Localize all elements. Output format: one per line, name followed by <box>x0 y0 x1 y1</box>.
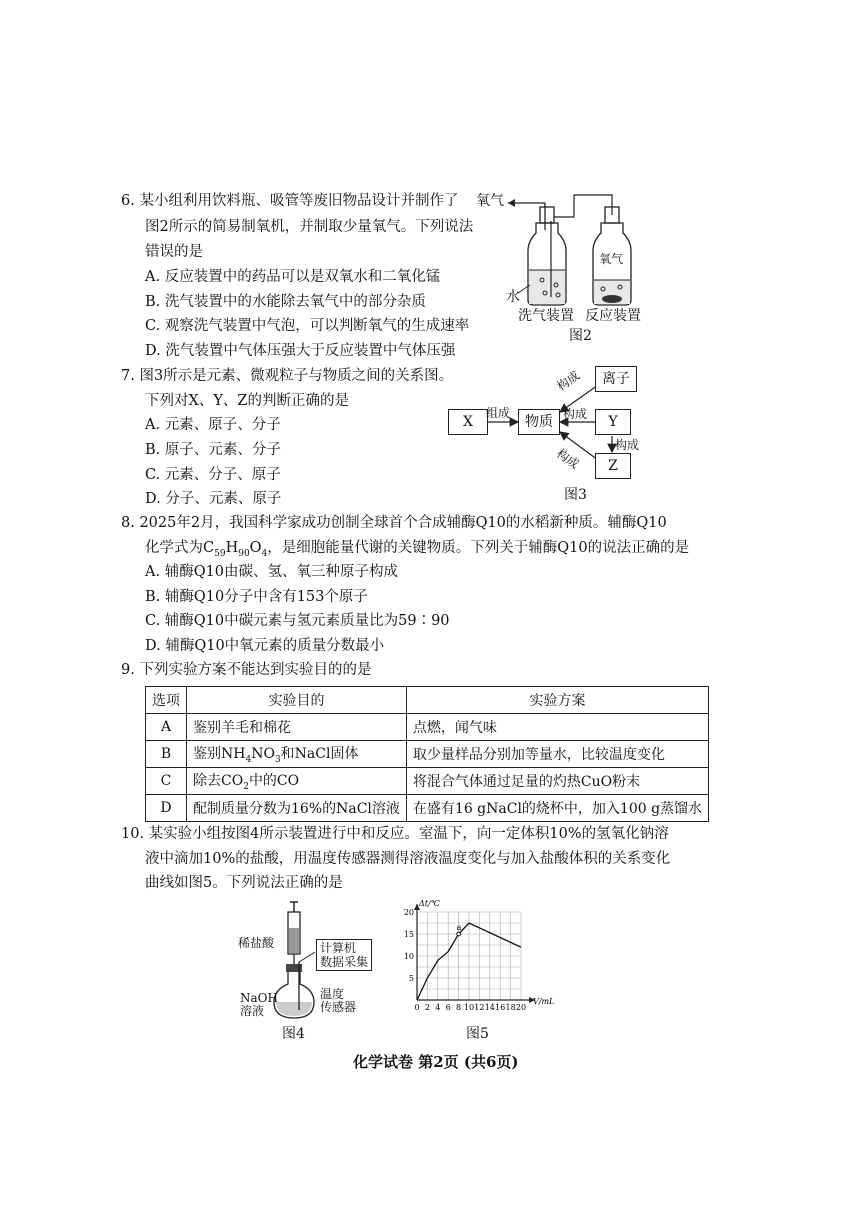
x-tick-label: 2 <box>424 1003 430 1012</box>
y-tick-label: 10 <box>403 952 414 961</box>
q9-table <box>145 686 709 822</box>
q9-row-b-opt: B <box>146 741 187 768</box>
fig2-caption: 图2 <box>569 328 592 344</box>
x-tick-label: 14 <box>484 1003 495 1012</box>
data-point-a <box>457 932 461 936</box>
x-tick-label: 16 <box>495 1003 506 1012</box>
q9-row-c-opt: C <box>146 768 187 795</box>
q9-header-goal: 实验目的 <box>187 687 407 714</box>
q9-line: 9. 下列实验方案不能达到实验目的的是 <box>121 662 372 678</box>
x-tick-label: 18 <box>505 1003 516 1012</box>
table-row <box>146 768 709 795</box>
annotation-a: a <box>456 923 462 932</box>
q6-line-2: 图2所示的简易制氧机，并制取少量氧气。下列说法 <box>145 219 474 235</box>
fig4-caption: 图4 <box>282 1026 305 1042</box>
fig4-computer-box <box>316 939 372 971</box>
fig2-wash-label: 洗气装置 <box>518 308 574 324</box>
q7-line-1: 7. 图3所示是元素、微观粒子与物质之间的关系图。 <box>121 368 454 384</box>
q9-row-b-plan: 取少量样品分别加等量水，比较温度变化 <box>406 741 708 768</box>
q7-line-2: 下列对X、Y、Z的判断正确的是 <box>145 393 349 409</box>
fig2-react-label: 反应装置 <box>585 308 641 324</box>
q9-row-a-opt: A <box>146 714 187 741</box>
q8-line-1: 8. 2025年2月，我国科学家成功创制全球首个合成辅酶Q10的水稻新种质。辅酶Q10 <box>121 515 667 531</box>
q9-row-b-goal: 鉴别$NH_4NO_3$和NaCl固体 <box>187 741 407 768</box>
q10-line-1: 10. 某实验小组按图4所示装置进行中和反应。室温下，向一定体积10%的氢氧化钠溶 <box>121 826 669 842</box>
x-tick-label: 4 <box>435 1003 441 1012</box>
q7-option-c: C. 元素、分子、原子 <box>145 467 281 483</box>
y-tick-label: 20 <box>403 908 414 917</box>
table-row <box>146 795 709 822</box>
q8-option-b: B. 辅酶Q10分子中含有153个原子 <box>145 589 368 605</box>
y-tick-label: 15 <box>403 930 414 939</box>
fig4-computer-label-2: 数据采集 <box>320 955 369 969</box>
q6-option-c: C. 观察洗气装置中气泡，可以判断氧气的生成速率 <box>145 318 470 334</box>
fig5-caption: 图5 <box>466 1026 489 1042</box>
y-tick-label: 5 <box>408 974 414 983</box>
q8-option-c: C. 辅酶Q10中碳元素与氢元素质量比为59∶90 <box>145 613 450 629</box>
fig4-sensor-label-1: 温度 <box>320 987 345 1001</box>
q8-option-d: D. 辅酶Q10中氧元素的质量分数最小 <box>145 638 385 654</box>
fig4-computer-label-1: 计算机 <box>320 941 357 955</box>
q10-line-2: 液中滴加10%的盐酸，用温度传感器测得溶液温度变化与加入盐酸体积的关系变化 <box>145 851 671 867</box>
x-tick-label: 6 <box>445 1003 451 1012</box>
fig2-oxygen-out-label: 氧气 <box>476 193 504 209</box>
fig3-box-x: X <box>448 409 488 435</box>
fig4-sensor-label <box>320 988 356 1014</box>
fig3-label-construct-z: 构成 <box>553 446 582 472</box>
q8-option-a: A. 辅酶Q10由碳、氢、氧三种原子构成 <box>145 564 399 580</box>
x-tick-label: 12 <box>474 1003 485 1012</box>
q6-option-a: A. 反应装置中的药品可以是双氧水和二氧化锰 <box>145 269 441 285</box>
fig2-oxygen-in-label: 氧气 <box>599 252 624 266</box>
x-tick-label: 0 <box>414 1003 420 1012</box>
x-tick-label: 8 <box>456 1003 462 1012</box>
q7-option-a: A. 元素、原子、分子 <box>145 417 281 433</box>
fig2-water-label: 水 <box>506 289 520 305</box>
temperature-volume-chart <box>395 895 565 1020</box>
q9-row-a-goal: 鉴别羊毛和棉花 <box>187 714 407 741</box>
fig3-label-compose: 组成 <box>486 406 511 420</box>
q7-option-d: D. 分子、元素、原子 <box>145 491 282 507</box>
q9-row-d-opt: D <box>146 795 187 822</box>
q9-row-d-goal: 配制质量分数为16%的NaCl溶液 <box>187 795 407 822</box>
fig3-caption: 图3 <box>564 487 587 503</box>
q6-option-d: D. 洗气装置中气体压强大于反应装置中气体压强 <box>145 343 456 359</box>
fig4-naoh-label-2: 溶液 <box>240 1004 265 1018</box>
fig3-box-y: Y <box>595 409 631 435</box>
page-footer: 化学试卷 第2页 (共6页) <box>353 1053 519 1071</box>
q9-row-d-plan: 在盛有16 gNaCl的烧杯中，加入100 g蒸馏水 <box>406 795 708 822</box>
q9-row-c-goal: 除去$CO_2$中的CO <box>187 768 407 795</box>
table-row <box>146 741 709 768</box>
x-tick-label: 10 <box>463 1003 475 1012</box>
q7-option-b: B. 原子、元素、分子 <box>145 442 281 458</box>
fig4-sensor-label-2: 传感器 <box>320 1000 357 1014</box>
fig3-box-substance: 物质 <box>518 409 560 435</box>
fig3-box-z: Z <box>595 453 631 479</box>
q10-line-3: 曲线如图5。下列说法正确的是 <box>145 875 343 891</box>
q9-row-a-plan: 点燃，闻气味 <box>406 714 708 741</box>
q9-header-plan: 实验方案 <box>406 687 708 714</box>
q9-row-c-plan: 将混合气体通过足量的灼热CuO粉末 <box>406 768 708 795</box>
table-row <box>146 714 709 741</box>
q6-line-1: 6. 某小组利用饮料瓶、吸管等废旧物品设计并制作了 <box>121 193 459 209</box>
fig3-label-construct-yz: 构成 <box>615 438 640 452</box>
q6-line-3: 错误的是 <box>145 244 203 260</box>
fig4-acid-label: 稀盐酸 <box>238 936 275 950</box>
y-axis-label: Δt/℃ <box>419 899 440 908</box>
fig3-label-construct-ion: 构成 <box>554 368 583 394</box>
fig4-naoh-label <box>240 992 278 1018</box>
q6-option-b: B. 洗气装置中的水能除去氧气中的部分杂质 <box>145 294 426 310</box>
q9-header-option: 选项 <box>146 687 187 714</box>
q8-line-2: 化学式为$C_{59}H_{90}O_4$，是细胞能量代谢的关键物质。下列关于辅酶Q10的说法正确的是 <box>145 540 690 559</box>
fig3-box-ion: 离子 <box>595 366 637 392</box>
x-axis-label: V/mL <box>533 997 555 1006</box>
fig3-label-construct-y: 构成 <box>563 407 588 421</box>
fig4-naoh-label-1: NaOH <box>240 991 278 1005</box>
x-tick-label: 20 <box>515 1003 527 1012</box>
